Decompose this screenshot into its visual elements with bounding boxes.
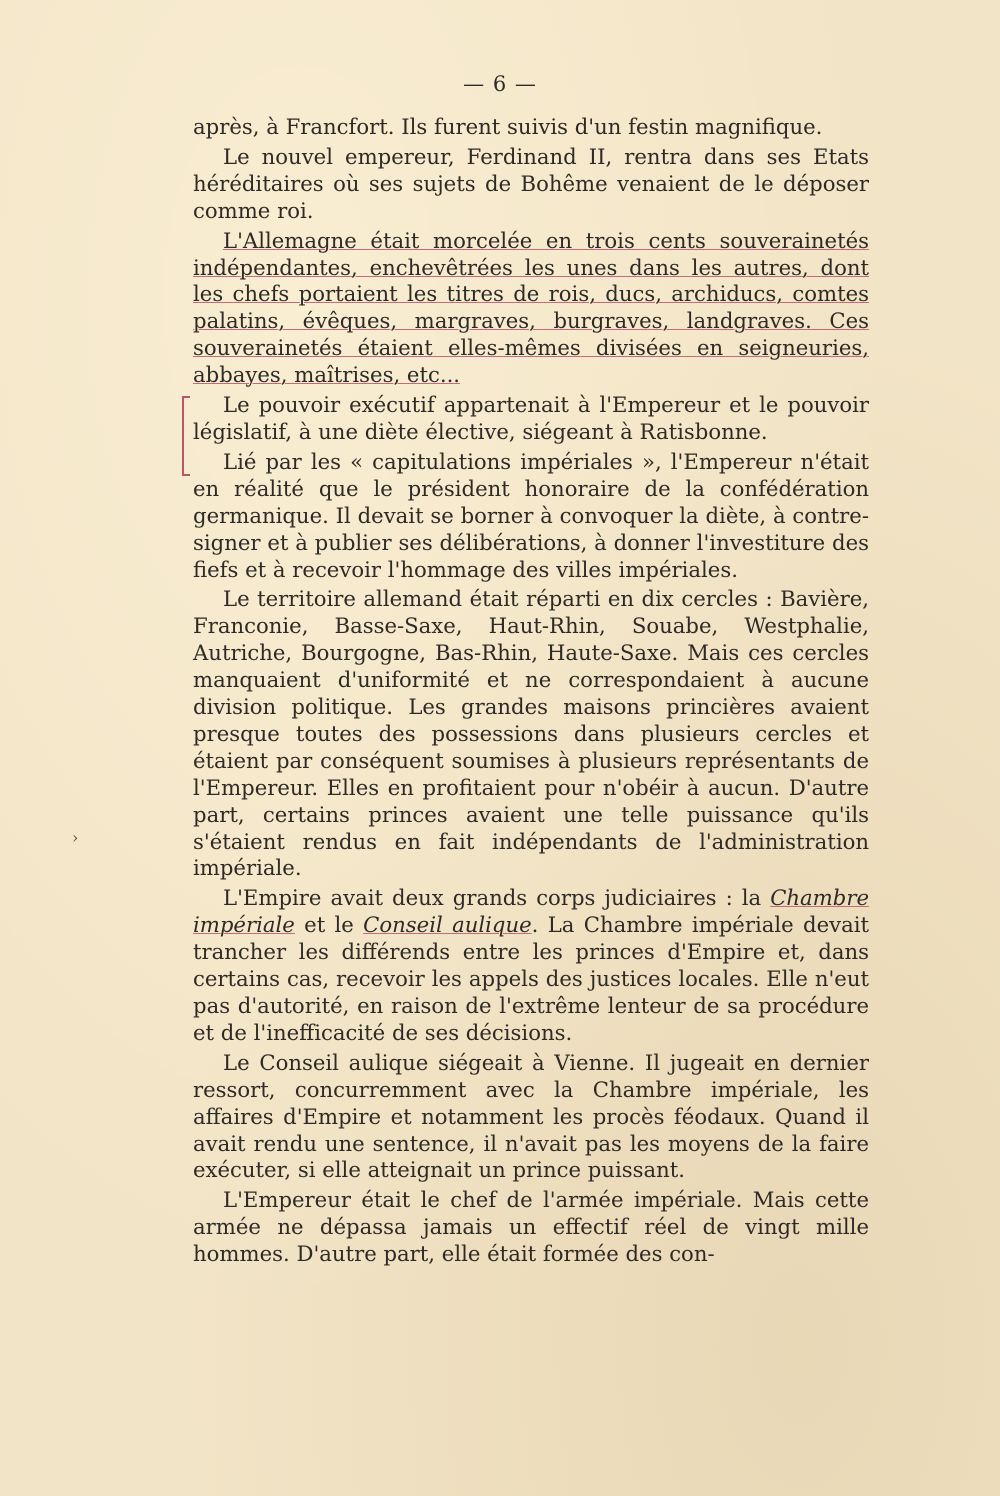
paragraph-conseil-aulique: Le Conseil aulique siégeait à Vienne. Il jugeait en dernier ressort, concurremment avec la Chambre impériale, les affaires d'Empire et notamment les procès féodaux. Quand il avait rendu une sentence, il n'avait pas les moyens de la faire exécuter, si elle atteignait un prince puissant. — [193, 1049, 869, 1183]
term-conseil-aulique: Conseil aulique — [363, 912, 532, 938]
margin-pencil-mark: › — [72, 828, 79, 847]
paragraph-continuation: après, à Francfort. Ils furent suivis d'un festin magnifique. — [193, 114, 823, 139]
p6-before: L'Empire avait deux grands corps judiciaires : la — [223, 885, 771, 911]
paragraph-pouvoir-text: Le pouvoir exécutif appartenait à l'Empereur et le pouvoir législatif, à une diète élective, siégeant à Ratisbonne. — [193, 392, 869, 444]
paragraph-cercles: Le territoire allemand était réparti en dix cercles : Bavière, Franconie, Basse-Saxe, Haut-Rhin, Souabe, Westphalie, Autriche, Bourgogne, Bas-Rhin, Haute-Saxe. Mais ces cercles manquaient d'uniformité et ne correspondaient à aucune division politique. Les grandes maisons princières avaient presque toutes des possessions dans plusieurs cercles et étaient par conséquent soumises à plusieurs représentants de l'Empereur. Elles en profitaient pour n'obéir à aucun. D'autre part, certains princes avaient une telle puissance qu'ils s'étaient rendus en fait indépendants de l'administration impériale. — [193, 586, 869, 881]
paragraph-armee: L'Empereur était le chef de l'armée impériale. Mais cette armée ne dépassa jamais un effectif réel de vingt mille hommes. D'autre part, elle était formée des con- — [193, 1187, 869, 1267]
term-chambre-imperiale: Chambre impériale — [193, 885, 869, 938]
p6-after: . La Chambre impériale devait trancher les différends entre les princes d'Empire et, dans certains cas, recevoir les appels des justices locales. Elle n'eut pas d'autorité, en raison de l'extrême lenteur de sa procédure et de l'inefficacité de ses décisions. — [193, 912, 870, 1045]
page-number: — 6 — — [463, 72, 537, 96]
body-text — [193, 114, 869, 1271]
margin-bracket-mark — [182, 396, 190, 476]
paragraph-pouvoir — [193, 392, 869, 446]
p6-middle: et le — [294, 912, 364, 938]
paragraph-capitulations: Lié par les « capitulations impériales », l'Empereur n'était en réalité que le président honoraire de la confédération germanique. Il devait se borner à convoquer la diète, à contre-signer et à publier ses délibérations, à donner l'investiture des fiefs et à recevoir l'hommage des villes impériales. — [193, 448, 869, 582]
paragraph-souverainetes: L'Allemagne était morcelée en trois cents souverainetés indépendantes, enchevêtrées les unes dans les autres, dont les chefs portaient les titres de rois, ducs, archiducs, comtes palatins, évêques, margraves, burgraves, landgraves. Ces souverainetés étaient elles-mêmes divisées en seigneuries, abbayes, maîtrises, etc... — [193, 227, 869, 388]
paragraph-ferdinand: Le nouvel empereur, Ferdinand II, rentra dans ses Etats héréditaires où ses sujets de Bohême venaient de le déposer comme roi. — [193, 143, 869, 223]
paragraph-corps-judiciaires — [193, 885, 869, 1046]
